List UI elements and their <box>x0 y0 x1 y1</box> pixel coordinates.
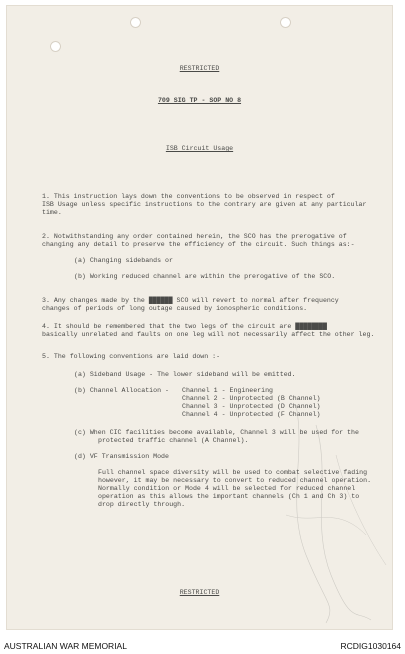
paragraph-2b: (b) Working reduced channel are within the prerogative of the SCO. <box>74 273 336 280</box>
channel-allocation-line: Channel 2 - Unprotected (B Channel) <box>182 395 321 402</box>
paragraph-3-line: changes of periods of long outage caused by ionospheric conditions. <box>42 305 308 312</box>
paragraph-1-line: 1. This instruction lays down the conventions to be observed in respect of <box>42 193 335 200</box>
paragraph-4-line: basically unrelated and faults on one leg will not necessarily affect the other leg. <box>42 331 375 338</box>
paragraph-2-line: changing any detail to preserve the efficiency of the circuit. Such things as:- <box>42 241 355 248</box>
paragraph-5a: (a) Sideband Usage - The lower sideband will be emitted. <box>74 371 296 378</box>
document-reference: 709 SIG TP - SOP NO 8 <box>157 97 242 104</box>
paragraph-2-line: 2. Notwithstanding any order contained herein, the SCO has the prerogative of <box>42 233 347 240</box>
paragraph-5c-line: protected traffic channel (A Channel). <box>98 437 249 444</box>
paragraph-5d-line: however, it may be necessary to convert to reduced channel operation. <box>98 477 372 484</box>
document-subject: ISB Circuit Usage <box>165 145 234 152</box>
paragraph-5d-line: drop directly through. <box>98 501 186 508</box>
channel-allocation-line: Channel 4 - Unprotected (F Channel) <box>182 411 321 418</box>
paragraph-2a: (a) Changing sidebands or <box>74 257 173 264</box>
paragraph-4-line: 4. It should be remembered that the two legs of the circuit are ████████ <box>42 323 327 330</box>
paragraph-5d-line: operation as this allows the important channels (Ch 1 and Ch 3) to <box>98 493 360 500</box>
paragraph-5: 5. The following conventions are laid down :- <box>42 353 221 360</box>
header-classification: RESTRICTED <box>179 65 220 72</box>
paragraph-5d-line: Normally condition or Mode 4 will be selected for reduced channel <box>98 485 356 492</box>
paragraph-5b-label: (b) Channel Allocation - <box>74 387 169 394</box>
paragraph-1-line: ISB Usage unless specific instructions to the contrary are given at any particular <box>42 201 367 208</box>
archive-footer <box>0 635 405 654</box>
archive-record-id: RCDIG1030164 <box>340 641 401 651</box>
paragraph-5d-line: Full channel space diversity will be used to combat selective fading <box>98 469 368 476</box>
footer-classification: RESTRICTED <box>179 589 220 596</box>
paragraph-3-line: 3. Any changes made by the ██████ SCO will revert to normal after frequency <box>42 297 339 304</box>
paragraph-5d-heading: (d) VF Transmission Mode <box>74 453 169 460</box>
channel-allocation-line: Channel 3 - Unprotected (D Channel) <box>182 403 321 410</box>
paragraph-1-line: time. <box>42 209 62 216</box>
document-page <box>6 5 393 630</box>
punch-hole <box>130 17 141 28</box>
paragraph-5c-line: (c) When CIC facilities become available, Channel 3 will be used for the <box>74 429 359 436</box>
punch-hole <box>50 41 61 52</box>
channel-allocation-line: Channel 1 - Engineering <box>182 387 274 394</box>
punch-hole <box>280 17 291 28</box>
archive-name: AUSTRALIAN WAR MEMORIAL <box>4 641 127 651</box>
